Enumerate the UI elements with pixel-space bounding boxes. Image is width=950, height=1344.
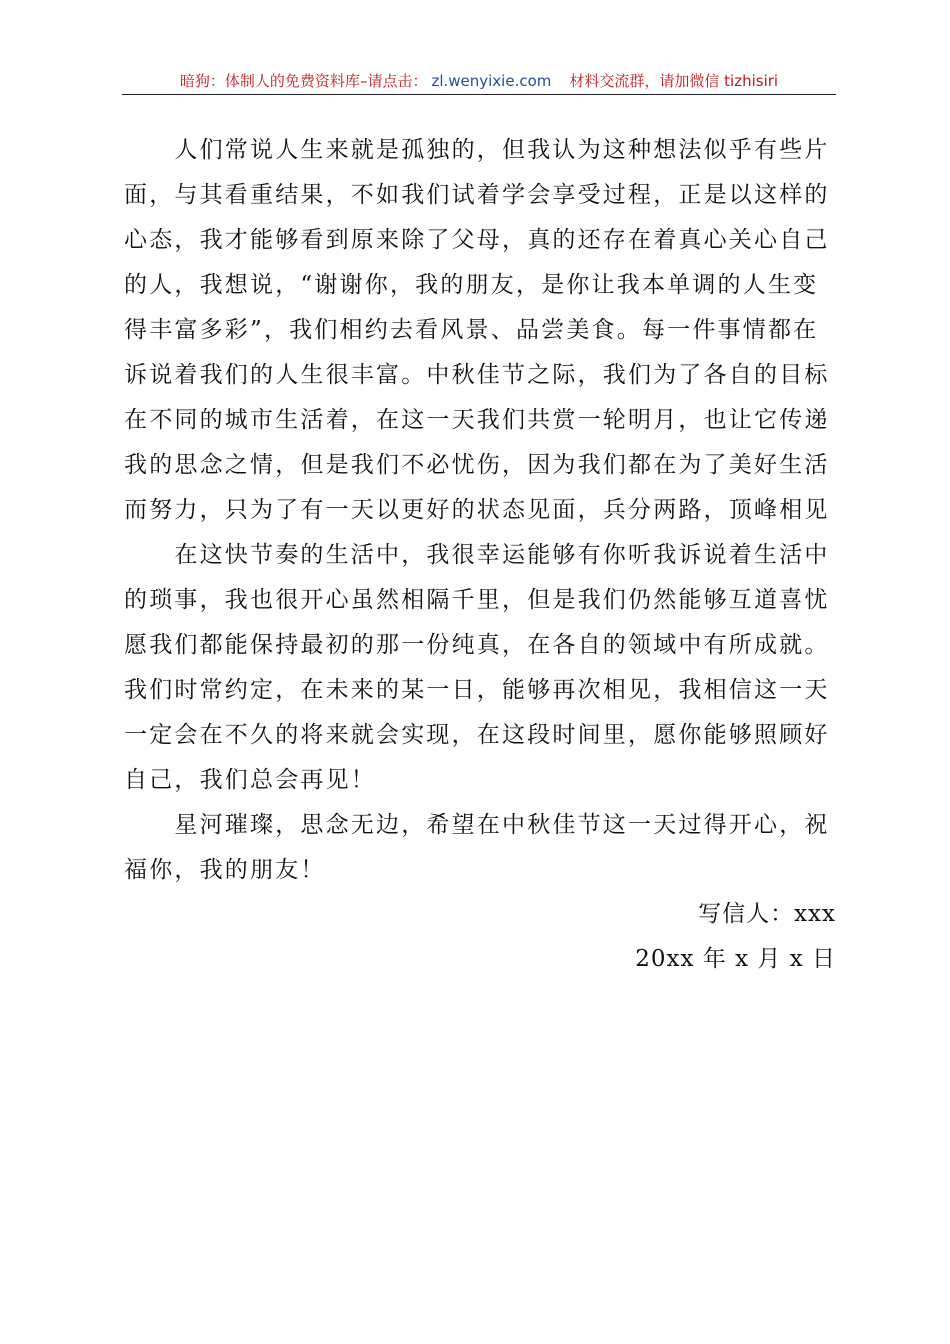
- text-line: 我的思念之情，但是我们不必忧伤，因为我们都在为了美好生活: [124, 452, 830, 478]
- text-line: 而努力，只为了有一天以更好的状态见面，兵分两路，顶峰相见: [124, 497, 830, 523]
- text-line: 星河璀璨，思念无边，希望在中秋佳节这一天过得开心，祝: [124, 812, 830, 838]
- text-line: 福你，我的朋友！: [124, 857, 326, 883]
- text-line: 诉说着我们的人生很丰富。中秋佳节之际，我们为了各自的目标: [124, 362, 830, 388]
- letter-writer: 写信人：xxx: [698, 901, 836, 927]
- text-line: 一定会在不久的将来就会实现，在这段时间里，愿你能够照顾好: [124, 722, 830, 748]
- page-header: [122, 70, 836, 95]
- letter-text: [124, 128, 836, 893]
- header-prompt: –请点击：: [359, 72, 428, 90]
- header-group-note: 材料交流群，请加微信 tizhisiri: [569, 72, 779, 90]
- text-line: 在不同的城市生活着，在这一天我们共赏一轮明月，也让它传递: [124, 407, 830, 433]
- text-line: 得丰富多彩”，我们相约去看风景、品尝美食。每一件事情都在: [124, 317, 819, 343]
- text-line: 心态，我才能够看到原来除了父母，真的还存在着真心关心自己: [124, 227, 830, 253]
- header-brand: 暗狗：体制人的免费资料库: [179, 72, 360, 90]
- text-line: 的人，我想说，“谢谢你，我的朋友，是你让我本单调的人生变: [124, 272, 819, 298]
- letter-body: [124, 128, 836, 893]
- text-line: 的琐事，我也很开心虽然相隔千里，但是我们仍然能够互道喜忧: [124, 587, 830, 613]
- text-line: 愿我们都能保持最初的那一份纯真，在各自的领域中有所成就。: [124, 632, 830, 658]
- text-line: 自己，我们总会再见！: [124, 767, 376, 793]
- header-link[interactable]: zl.wenyixie.com: [431, 72, 552, 90]
- text-line: 我们时常约定，在未来的某一日，能够再次相见，我相信这一天: [124, 677, 830, 703]
- letter-date: 20xx 年 x 月 x 日: [635, 946, 836, 972]
- text-line: 人们常说人生来就是孤独的，但我认为这种想法似乎有些片: [124, 137, 830, 163]
- text-line: 在这快节奏的生活中，我很幸运能够有你听我诉说着生活中: [124, 542, 830, 568]
- text-line: 面，与其看重结果，不如我们试着学会享受过程，正是以这样的: [124, 182, 830, 208]
